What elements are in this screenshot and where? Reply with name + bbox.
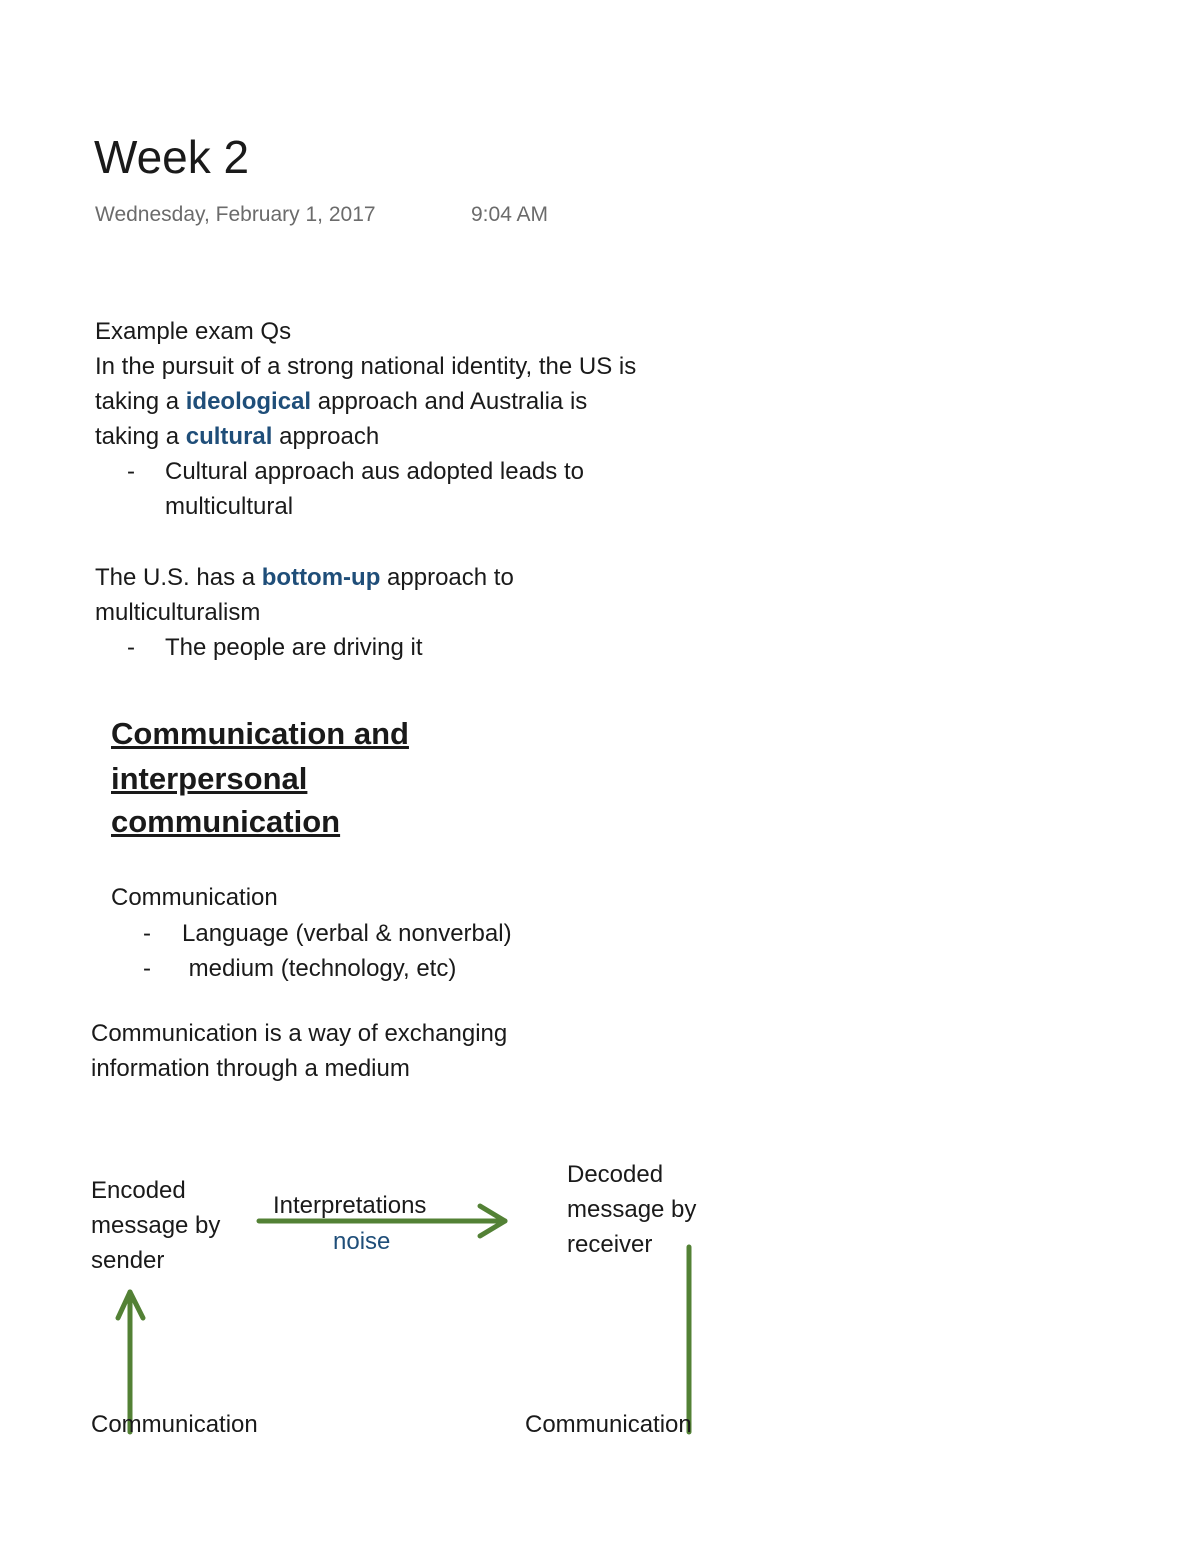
definition-line: Communication is a way of exchanging	[91, 1020, 508, 1047]
page-time: 9:04 AM	[471, 203, 549, 226]
decoded-label: message by	[567, 1196, 697, 1223]
bullet-text: multicultural	[165, 493, 294, 520]
encoded-label: message by	[91, 1212, 221, 1239]
section-heading: interpersonal	[111, 761, 308, 796]
exam-q-line: taking a ideological approach and Australia is	[95, 388, 588, 415]
exam-q-line: In the pursuit of a strong national identity, the US is	[95, 353, 637, 380]
interpretations-label: Interpretations	[273, 1192, 427, 1219]
bullet-text: Language (verbal & nonverbal)	[182, 920, 512, 947]
section-heading: Communication and	[111, 716, 409, 751]
communication-label: Communication	[111, 884, 278, 911]
decoded-label: Decoded	[567, 1161, 664, 1188]
page-date: Wednesday, February 1, 2017	[95, 203, 376, 226]
bullet-dash: -	[127, 458, 135, 485]
keyword-cultural: cultural	[185, 423, 273, 450]
decoded-label: receiver	[567, 1231, 653, 1258]
keyword-ideological: ideological	[185, 388, 312, 415]
exam-q-line: taking a cultural approach	[95, 423, 380, 450]
page-title: Week 2	[94, 131, 250, 183]
keyword-bottom-up: bottom-up	[261, 564, 381, 591]
bullet-text: The people are driving it	[165, 634, 423, 661]
bullet-dash: -	[127, 634, 135, 661]
communication-right-label: Communication	[525, 1411, 692, 1438]
section-heading: communication	[111, 804, 341, 839]
bullet-dash: -	[143, 955, 151, 982]
bullet-dash: -	[143, 920, 151, 947]
encoded-label: sender	[91, 1247, 165, 1274]
us-approach-line: The U.S. has a bottom-up approach to	[95, 564, 514, 591]
communication-left-label: Communication	[91, 1411, 258, 1438]
definition-line: information through a medium	[91, 1055, 410, 1082]
bullet-text: medium (technology, etc)	[182, 955, 457, 982]
bullet-text: Cultural approach aus adopted leads to	[165, 458, 584, 485]
noise-label: noise	[333, 1228, 391, 1255]
us-approach-line: multiculturalism	[95, 599, 261, 626]
exam-qs-label: Example exam Qs	[95, 318, 292, 345]
encoded-label: Encoded	[91, 1177, 186, 1204]
